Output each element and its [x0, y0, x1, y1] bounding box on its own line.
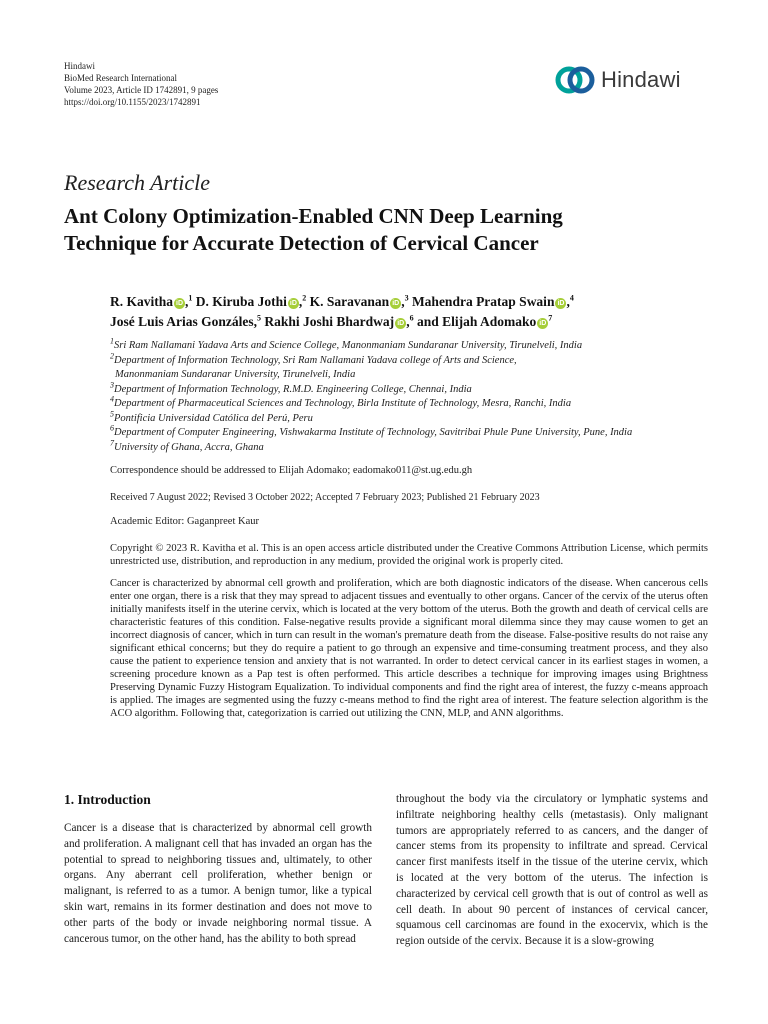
hindawi-rings-icon	[555, 62, 595, 98]
journal-meta	[64, 60, 218, 108]
title-line-1: Ant Colony Optimization-Enabled CNN Deep Learning	[64, 204, 563, 228]
author-line-2: José Luis Arias Gonzáles,$^5$ Rakhi Joshi Bhardwaj iD ,$^6$ and Elijah Adomako $iD^7$	[110, 313, 553, 329]
academic-editor: Academic Editor: Gaganpreet Kaur	[110, 516, 259, 527]
orcid-icon[interactable]: iD	[392, 300, 400, 307]
orcid-icon[interactable]: iD	[557, 300, 565, 307]
affiliation-item: $^7$University of Ghana, Accra, Ghana	[110, 438, 264, 453]
affiliation-list	[110, 336, 710, 455]
copyright-notice: Copyright © 2023 R. Kavitha et al. This is an open access article distributed under the Creative Commons Attribution License, which permits unrestricted use, distribution, and reproduction in any medium, provided the original work is properly cited.	[110, 543, 708, 567]
correspondence: Correspondence should be addressed to Elijah Adomako; eadomako011@st.ug.edu.gh	[110, 465, 473, 476]
author-sup: 5	[257, 313, 262, 323]
body-column-right: throughout the body via the circulatory or lymphatic systems and infiltrate neighboring healthy cells (metastasis). Only malignant tumors are appropriately referred to as cancers, and the danger of cancer stems from its propensity to infiltrate and spread. Cervical cancer first manifests itself in the tissue of the uterine cervix, which is located at the very bottom of the uterus. The infection is characterized by cervical cell growth that is out of control as well as cell death. In about 90 percent of instances of cervical cancer, squamous cell carcinomas are found in the exocervix, which is the region outside of the cervix. Because it is a slow-growing	[396, 793, 708, 948]
affiliation-item: $^4$Department of Pharmaceutical Sciences and Technology, Birla Institute of Technology, Mesra, Ranchi, India	[110, 394, 572, 409]
article-type: Research Article	[64, 170, 211, 195]
author-sup: 2	[302, 293, 307, 303]
author-line-1: R. Kavitha iD ,$^1$ D. Kiruba Jothi iD ,$^2$ K. Saravanan iD ,$^3$ Mahendra Pratap Swain iD ,$^4$	[110, 293, 574, 309]
author-sup: 4	[569, 293, 574, 303]
orcid-icon[interactable]: iD	[176, 300, 184, 307]
affiliation-item: $^5$Pontificia Universidad Católica del Perú, Peru	[110, 409, 313, 424]
doi-link[interactable]: https://doi.org/10.1155/2023/1742891	[64, 97, 201, 107]
author-sup: 6	[409, 313, 414, 323]
orcid-icon[interactable]: iD	[289, 300, 297, 307]
orcid-icon[interactable]: iD	[397, 320, 405, 327]
journal-name: BioMed Research International	[64, 73, 177, 83]
author-name[interactable]: R. Kavitha	[110, 294, 174, 309]
author-name[interactable]: José Luis Arias Gonzáles	[110, 314, 254, 329]
author-sup: 7	[548, 313, 553, 323]
affiliation-item: $^1$Sri Ram Nallamani Yadava Arts and Science College, Manonmaniam Sundaranar University, Tirunelveli, India	[110, 336, 583, 351]
abstract: Cancer is characterized by abnormal cell growth and proliferation, which are both diagnostic indicators of the disease. When cancerous cells enter one organ, there is a risk that they may spread to adjacent tissues and eventually to other organs. Cancer of the cervix of the uterus often initially manifests itself in the uterine cervix, which is located at the very bottom of the uterus. Both the growth and death of cervical cells are characteristic features of this condition. False-negative results provide a significant moral dilemma since they may cause women to get an incorrect diagnosis of cancer, which in turn can result in the woman's premature death from the disease. False-positive results do not raise any significant ethical concerns; but they do require a patient to go through an expensive and time-consuming treatment process, and they also cause the patient to experience tension and anxiety that is not warranted. In order to detect cervical cancer in its earliest stages in women, a screening procedure known as a Pap test is often performed. This article describes a technique for improving images using Brightness Preserving Dynamic Fuzzy Histogram Equalization. To individual components and find the right area of interest, the fuzzy c-means approach is applied. The images are segmented using the fuzzy c-means method to find the right area of interest. The feature selection algorithm is the ACO algorithm. Following that, categorization is carried out utilizing the CNN, MLP, and ANN algorithms.	[110, 578, 708, 719]
author-sup: 1	[188, 293, 193, 303]
author-list	[110, 292, 710, 332]
author-sup: 3	[404, 293, 409, 303]
publication-dates: Received 7 August 2022; Revised 3 October 2022; Accepted 7 February 2023; Published 21 February 2023	[110, 492, 540, 503]
affiliation-item: $^2$Department of Information Technology, Sri Ram Nallamani Yadava college of Arts and Science,	[110, 351, 517, 366]
author-name[interactable]: K. Saravanan	[309, 294, 390, 309]
body-column-left: Cancer is a disease that is characterized by abnormal cell growth and proliferation. A malignant cell that has invaded an organ has the potential to spread to neighboring tissues and, ultimately, to other organs. Any aberrant cell proliferation, whether benign or malignant, is referred to as a tumor. A benign tumor, like a typical skin wart, remains in its former destination and does not move to other parts of the body or invade neighboring normal tissue. A cancerous tumor, on the other hand, has the ability to both spread	[64, 822, 372, 945]
logo-text: Hindawi	[601, 67, 681, 92]
affiliation-continuation: Manonmaniam Sundaranar University, Tirunelveli, India	[115, 369, 356, 380]
article-title	[64, 203, 704, 257]
orcid-icon[interactable]: iD	[539, 320, 547, 327]
author-name[interactable]: Elijah Adomako	[442, 314, 537, 329]
publisher-name: Hindawi	[64, 61, 95, 71]
affiliation-item: $^3$Department of Information Technology, R.M.D. Engineering College, Chennai, India	[110, 380, 472, 395]
author-name[interactable]: D. Kiruba Jothi	[195, 294, 287, 309]
author-name[interactable]: Rakhi Joshi Bhardwaj	[264, 314, 395, 329]
author-name[interactable]: Mahendra Pratap Swain	[411, 294, 555, 309]
section-heading: 1. Introduction	[64, 792, 151, 807]
affiliation-item: $^6$Department of Computer Engineering, Vishwakarma Institute of Technology, Savitribai Phule Pune University, Pune, India	[110, 423, 633, 438]
hindawi-logo	[555, 62, 681, 98]
title-line-2: Technique for Accurate Detection of Cervical Cancer	[64, 231, 539, 255]
volume-line: Volume 2023, Article ID 1742891, 9 pages	[64, 85, 219, 95]
